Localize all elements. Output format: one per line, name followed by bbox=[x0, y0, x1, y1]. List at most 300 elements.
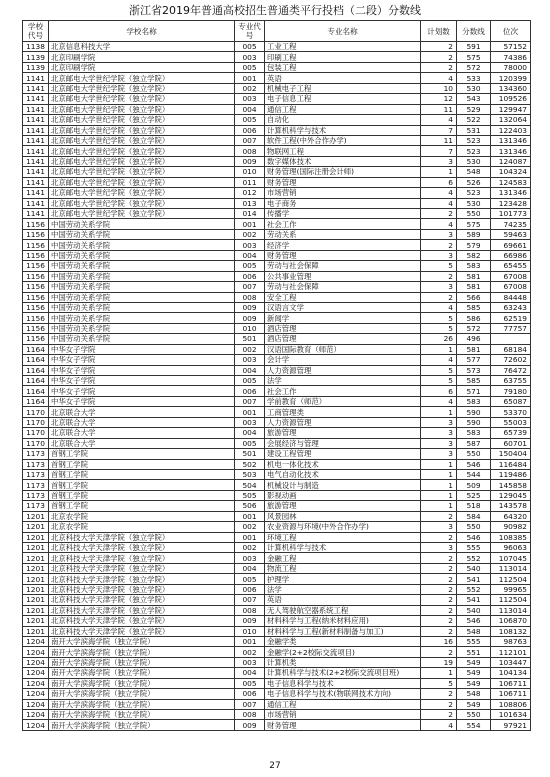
cell-plan-count: 2 bbox=[421, 699, 457, 709]
cell-school-code: 1173 bbox=[23, 459, 49, 469]
cell-major-name: 计算机科学与技术 bbox=[265, 543, 421, 553]
cell-major-code: 005 bbox=[235, 376, 265, 386]
cell-rank: 67008 bbox=[491, 271, 531, 281]
cell-rank: 59463 bbox=[491, 229, 531, 239]
cell-score-line: 531 bbox=[457, 125, 491, 135]
cell-major-code: 004 bbox=[235, 668, 265, 678]
cell-score-line: 525 bbox=[457, 490, 491, 500]
cell-score-line: 544 bbox=[457, 469, 491, 479]
table-row bbox=[23, 396, 531, 406]
cell-school-name: 北京邮电大学世纪学院（独立学院） bbox=[49, 198, 235, 208]
cell-score-line: 496 bbox=[457, 334, 491, 344]
cell-school-code: 1156 bbox=[23, 302, 49, 312]
cell-school-code: 1156 bbox=[23, 219, 49, 229]
cell-major-name: 汉语国际教育（师范） bbox=[265, 344, 421, 354]
cell-rank: 124583 bbox=[491, 177, 531, 187]
cell-rank: 90982 bbox=[491, 522, 531, 532]
cell-rank: 131346 bbox=[491, 135, 531, 145]
table-row bbox=[23, 250, 531, 260]
cell-major-name: 无人驾驶航空器系统工程 bbox=[265, 605, 421, 615]
cell-rank: 99965 bbox=[491, 584, 531, 594]
cell-school-code: 1141 bbox=[23, 73, 49, 83]
cell-major-code: 009 bbox=[235, 616, 265, 626]
cell-school-name: 中华女子学院 bbox=[49, 365, 235, 375]
cell-major-name: 英语 bbox=[265, 595, 421, 605]
cell-major-name: 社会工作 bbox=[265, 386, 421, 396]
table-row bbox=[23, 553, 531, 563]
table-row bbox=[23, 261, 531, 271]
cell-school-name: 北京科技大学天津学院（独立学院） bbox=[49, 543, 235, 553]
cell-school-code: 1173 bbox=[23, 469, 49, 479]
cell-score-line: 543 bbox=[457, 94, 491, 104]
cell-score-line: 590 bbox=[457, 417, 491, 427]
cell-major-code: 002 bbox=[235, 647, 265, 657]
table-row bbox=[23, 323, 531, 333]
table-row bbox=[23, 115, 531, 125]
cell-major-code: 001 bbox=[235, 407, 265, 417]
cell-school-code: 1141 bbox=[23, 146, 49, 156]
cell-score-line: 522 bbox=[457, 115, 491, 125]
cell-rank: 106711 bbox=[491, 689, 531, 699]
cell-plan-count: 3 bbox=[421, 229, 457, 239]
cell-rank: 101773 bbox=[491, 209, 531, 219]
cell-score-line: 591 bbox=[457, 42, 491, 52]
cell-plan-count: 2 bbox=[421, 62, 457, 72]
cell-plan-count: 2 bbox=[421, 689, 457, 699]
cell-plan-count: 3 bbox=[421, 449, 457, 459]
cell-school-code: 1201 bbox=[23, 626, 49, 636]
cell-major-name: 市场营销 bbox=[265, 188, 421, 198]
cell-plan-count: 1 bbox=[421, 344, 457, 354]
cell-major-code: 008 bbox=[235, 146, 265, 156]
cell-major-name: 印刷工程 bbox=[265, 52, 421, 62]
cell-school-name: 南开大学滨海学院（独立学院） bbox=[49, 720, 235, 730]
cell-score-line: 530 bbox=[457, 156, 491, 166]
cell-rank bbox=[491, 334, 531, 344]
table-row bbox=[23, 657, 531, 667]
cell-score-line: 548 bbox=[457, 626, 491, 636]
cell-plan-count: 11 bbox=[421, 135, 457, 145]
cell-school-name: 首钢工学院 bbox=[49, 449, 235, 459]
cell-plan-count: 1 bbox=[421, 407, 457, 417]
table-row bbox=[23, 198, 531, 208]
cell-major-code: 005 bbox=[235, 438, 265, 448]
cell-rank: 97921 bbox=[491, 720, 531, 730]
table-row bbox=[23, 668, 531, 678]
cell-rank: 112101 bbox=[491, 647, 531, 657]
cell-rank: 129045 bbox=[491, 490, 531, 500]
table-row bbox=[23, 428, 531, 438]
cell-school-code: 1204 bbox=[23, 657, 49, 667]
cell-rank: 104134 bbox=[491, 668, 531, 678]
table-row bbox=[23, 188, 531, 198]
cell-score-line: 555 bbox=[457, 543, 491, 553]
cell-major-code: 007 bbox=[235, 595, 265, 605]
cell-major-name: 通信工程 bbox=[265, 699, 421, 709]
cell-plan-count: 2 bbox=[421, 553, 457, 563]
cell-rank: 79180 bbox=[491, 386, 531, 396]
page-title: 浙江省2019年普通高校招生普通类平行投档（二段）分数线 bbox=[129, 4, 421, 17]
cell-school-name: 中国劳动关系学院 bbox=[49, 334, 235, 344]
cell-school-name: 中华女子学院 bbox=[49, 386, 235, 396]
cell-major-code: 007 bbox=[235, 282, 265, 292]
table-body bbox=[23, 42, 531, 731]
cell-plan-count: 2 bbox=[421, 511, 457, 521]
cell-major-code: 501 bbox=[235, 334, 265, 344]
cell-school-name: 首钢工学院 bbox=[49, 501, 235, 511]
cell-rank: 108132 bbox=[491, 626, 531, 636]
table-row bbox=[23, 616, 531, 626]
cell-major-code: 007 bbox=[235, 699, 265, 709]
cell-score-line: 571 bbox=[457, 386, 491, 396]
cell-major-name: 传播学 bbox=[265, 209, 421, 219]
cell-school-code: 1141 bbox=[23, 156, 49, 166]
cell-rank: 66986 bbox=[491, 250, 531, 260]
cell-school-code: 1204 bbox=[23, 678, 49, 688]
table-row bbox=[23, 386, 531, 396]
cell-school-code: 1204 bbox=[23, 636, 49, 646]
cell-major-name: 旅游管理 bbox=[265, 428, 421, 438]
cell-school-code: 1156 bbox=[23, 261, 49, 271]
cell-major-name: 金融工程 bbox=[265, 553, 421, 563]
cell-plan-count: 2 bbox=[421, 574, 457, 584]
cell-score-line: 530 bbox=[457, 83, 491, 93]
cell-school-code: 1204 bbox=[23, 668, 49, 678]
cell-plan-count: 2 bbox=[421, 616, 457, 626]
cell-school-name: 北京农学院 bbox=[49, 522, 235, 532]
cell-major-code: 004 bbox=[235, 250, 265, 260]
table-row bbox=[23, 449, 531, 459]
cell-school-code: 1141 bbox=[23, 198, 49, 208]
cell-major-name: 机电一体化技术 bbox=[265, 459, 421, 469]
cell-score-line: 572 bbox=[457, 323, 491, 333]
cell-plan-count: 4 bbox=[421, 302, 457, 312]
cell-score-line: 550 bbox=[457, 449, 491, 459]
cell-school-code: 1156 bbox=[23, 313, 49, 323]
cell-score-line: 523 bbox=[457, 135, 491, 145]
cell-plan-count: 2 bbox=[421, 532, 457, 542]
table-row bbox=[23, 376, 531, 386]
cell-plan-count: 26 bbox=[421, 334, 457, 344]
cell-major-name: 工商管理类 bbox=[265, 407, 421, 417]
cell-plan-count: 2 bbox=[421, 52, 457, 62]
cell-plan-count: 4 bbox=[421, 720, 457, 730]
cell-score-line: 509 bbox=[457, 480, 491, 490]
cell-rank: 62519 bbox=[491, 313, 531, 323]
cell-rank: 113014 bbox=[491, 605, 531, 615]
cell-rank: 68184 bbox=[491, 344, 531, 354]
table-row bbox=[23, 584, 531, 594]
cell-school-name: 中国劳动关系学院 bbox=[49, 302, 235, 312]
cell-plan-count: 2 bbox=[421, 271, 457, 281]
cell-school-code: 1201 bbox=[23, 511, 49, 521]
cell-major-code: 009 bbox=[235, 302, 265, 312]
table-row bbox=[23, 52, 531, 62]
cell-school-name: 北京联合大学 bbox=[49, 417, 235, 427]
cell-score-line: 581 bbox=[457, 271, 491, 281]
cell-school-name: 北京农学院 bbox=[49, 511, 235, 521]
cell-major-code: 009 bbox=[235, 156, 265, 166]
cell-major-code: 504 bbox=[235, 480, 265, 490]
cell-major-name: 安全工程 bbox=[265, 292, 421, 302]
cell-major-code: 003 bbox=[235, 553, 265, 563]
cell-major-code: 008 bbox=[235, 292, 265, 302]
cell-school-code: 1204 bbox=[23, 720, 49, 730]
cell-plan-count: 2 bbox=[421, 42, 457, 52]
cell-rank: 131346 bbox=[491, 188, 531, 198]
table-row bbox=[23, 595, 531, 605]
cell-rank: 55003 bbox=[491, 417, 531, 427]
cell-school-name: 南开大学滨海学院（独立学院） bbox=[49, 678, 235, 688]
cell-school-code: 1156 bbox=[23, 240, 49, 250]
table-row bbox=[23, 156, 531, 166]
table-row bbox=[23, 282, 531, 292]
cell-plan-count: 3 bbox=[421, 250, 457, 260]
cell-school-code: 1201 bbox=[23, 522, 49, 532]
cell-rank: 122403 bbox=[491, 125, 531, 135]
cell-rank: 112504 bbox=[491, 574, 531, 584]
cell-plan-count: 2 bbox=[421, 710, 457, 720]
cell-major-name: 电子信息科学与技术 bbox=[265, 678, 421, 688]
cell-major-code: 008 bbox=[235, 605, 265, 615]
cell-major-code: 003 bbox=[235, 417, 265, 427]
cell-plan-count: 7 bbox=[421, 125, 457, 135]
table-row bbox=[23, 678, 531, 688]
cell-school-name: 中国劳动关系学院 bbox=[49, 292, 235, 302]
cell-school-name: 北京科技大学天津学院（独立学院） bbox=[49, 605, 235, 615]
cell-rank: 132064 bbox=[491, 115, 531, 125]
cell-score-line: 555 bbox=[457, 636, 491, 646]
cell-school-code: 1139 bbox=[23, 62, 49, 72]
cell-rank: 150404 bbox=[491, 449, 531, 459]
cell-school-code: 1201 bbox=[23, 563, 49, 573]
cell-score-line: 585 bbox=[457, 376, 491, 386]
cell-school-name: 中国劳动关系学院 bbox=[49, 219, 235, 229]
cell-rank: 116484 bbox=[491, 459, 531, 469]
cell-rank: 107045 bbox=[491, 553, 531, 563]
cell-major-name: 会计学 bbox=[265, 355, 421, 365]
cell-school-name: 北京信息科技大学 bbox=[49, 42, 235, 52]
cell-plan-count: 12 bbox=[421, 94, 457, 104]
cell-plan-count: 5 bbox=[421, 365, 457, 375]
cell-school-code: 1156 bbox=[23, 271, 49, 281]
cell-major-name: 影视动画 bbox=[265, 490, 421, 500]
cell-plan-count: 1 bbox=[421, 480, 457, 490]
cell-school-code: 1164 bbox=[23, 386, 49, 396]
cell-score-line: 540 bbox=[457, 605, 491, 615]
cell-major-code: 505 bbox=[235, 490, 265, 500]
cell-rank: 109526 bbox=[491, 94, 531, 104]
table-row bbox=[23, 42, 531, 52]
cell-school-name: 北京邮电大学世纪学院（独立学院） bbox=[49, 146, 235, 156]
table-row bbox=[23, 94, 531, 104]
cell-plan-count: 4 bbox=[421, 396, 457, 406]
cell-rank: 98763 bbox=[491, 636, 531, 646]
table-row bbox=[23, 313, 531, 323]
cell-school-name: 北京邮电大学世纪学院（独立学院） bbox=[49, 177, 235, 187]
cell-plan-count: 1 bbox=[421, 668, 457, 678]
cell-school-code: 1173 bbox=[23, 490, 49, 500]
table-row bbox=[23, 626, 531, 636]
cell-score-line: 579 bbox=[457, 240, 491, 250]
cell-major-code: 004 bbox=[235, 365, 265, 375]
cell-score-line: 549 bbox=[457, 668, 491, 678]
table-row bbox=[23, 699, 531, 709]
cell-major-code: 010 bbox=[235, 323, 265, 333]
cell-major-name: 人力资源管理 bbox=[265, 417, 421, 427]
cell-school-name: 北京联合大学 bbox=[49, 428, 235, 438]
cell-plan-count: 3 bbox=[421, 438, 457, 448]
table-row bbox=[23, 229, 531, 239]
cell-school-code: 1141 bbox=[23, 167, 49, 177]
cell-score-line: 573 bbox=[457, 365, 491, 375]
cell-score-line: 540 bbox=[457, 563, 491, 573]
cell-school-code: 1164 bbox=[23, 365, 49, 375]
cell-rank: 67008 bbox=[491, 282, 531, 292]
cell-school-name: 北京邮电大学世纪学院（独立学院） bbox=[49, 94, 235, 104]
cell-major-code: 010 bbox=[235, 167, 265, 177]
cell-rank: 103447 bbox=[491, 657, 531, 667]
cell-rank: 131346 bbox=[491, 146, 531, 156]
cell-school-code: 1141 bbox=[23, 83, 49, 93]
cell-major-name: 学前教育（师范） bbox=[265, 396, 421, 406]
table-header-row bbox=[23, 21, 531, 42]
cell-major-name: 劳动与社会保障 bbox=[265, 282, 421, 292]
cell-school-code: 1173 bbox=[23, 449, 49, 459]
cell-school-name: 中国劳动关系学院 bbox=[49, 240, 235, 250]
table-row bbox=[23, 469, 531, 479]
cell-score-line: 529 bbox=[457, 104, 491, 114]
cell-rank: 123428 bbox=[491, 198, 531, 208]
table-row bbox=[23, 417, 531, 427]
cell-score-line: 550 bbox=[457, 710, 491, 720]
cell-plan-count: 2 bbox=[421, 626, 457, 636]
cell-score-line: 583 bbox=[457, 396, 491, 406]
table-row bbox=[23, 73, 531, 83]
table-row bbox=[23, 490, 531, 500]
cell-major-code: 003 bbox=[235, 240, 265, 250]
cell-major-name: 包装工程 bbox=[265, 62, 421, 72]
cell-major-code: 005 bbox=[235, 678, 265, 688]
cell-school-code: 1141 bbox=[23, 125, 49, 135]
cell-rank: 53370 bbox=[491, 407, 531, 417]
cell-score-line: 548 bbox=[457, 167, 491, 177]
cell-major-code: 005 bbox=[235, 574, 265, 584]
table-row bbox=[23, 334, 531, 344]
cell-school-code: 1141 bbox=[23, 115, 49, 125]
cell-major-code: 001 bbox=[235, 532, 265, 542]
cell-rank: 74386 bbox=[491, 52, 531, 62]
cell-school-name: 中国劳动关系学院 bbox=[49, 229, 235, 239]
table-row bbox=[23, 407, 531, 417]
cell-score-line: 575 bbox=[457, 52, 491, 62]
header-school-code: 学校代号 bbox=[23, 21, 49, 42]
cell-score-line: 552 bbox=[457, 584, 491, 594]
table-row bbox=[23, 209, 531, 219]
cell-plan-count: 4 bbox=[421, 198, 457, 208]
cell-rank: 65739 bbox=[491, 428, 531, 438]
cell-score-line: 552 bbox=[457, 553, 491, 563]
cell-school-code: 1201 bbox=[23, 616, 49, 626]
table-row bbox=[23, 292, 531, 302]
table-row bbox=[23, 344, 531, 354]
table-row bbox=[23, 689, 531, 699]
cell-major-name: 工业工程 bbox=[265, 42, 421, 52]
cell-rank: 134360 bbox=[491, 83, 531, 93]
cell-plan-count: 10 bbox=[421, 83, 457, 93]
cell-school-code: 1156 bbox=[23, 292, 49, 302]
cell-major-name: 建设工程管理 bbox=[265, 449, 421, 459]
cell-plan-count: 5 bbox=[421, 313, 457, 323]
cell-school-code: 1139 bbox=[23, 52, 49, 62]
cell-school-code: 1156 bbox=[23, 250, 49, 260]
cell-school-name: 北京邮电大学世纪学院（独立学院） bbox=[49, 115, 235, 125]
cell-score-line: 549 bbox=[457, 657, 491, 667]
table-row bbox=[23, 146, 531, 156]
cell-plan-count: 2 bbox=[421, 209, 457, 219]
cell-school-code: 1141 bbox=[23, 135, 49, 145]
cell-major-code: 005 bbox=[235, 62, 265, 72]
cell-major-code: 009 bbox=[235, 313, 265, 323]
cell-major-code: 004 bbox=[235, 563, 265, 573]
cell-score-line: 518 bbox=[457, 501, 491, 511]
cell-major-name: 材料科学与工程(新材料制备与加工) bbox=[265, 626, 421, 636]
cell-school-code: 1141 bbox=[23, 177, 49, 187]
cell-school-code: 1156 bbox=[23, 229, 49, 239]
cell-plan-count: 6 bbox=[421, 386, 457, 396]
cell-school-name: 南开大学滨海学院（独立学院） bbox=[49, 699, 235, 709]
cell-major-name: 通信工程 bbox=[265, 104, 421, 114]
cell-school-name: 中华女子学院 bbox=[49, 376, 235, 386]
cell-school-code: 1173 bbox=[23, 480, 49, 490]
cell-score-line: 550 bbox=[457, 522, 491, 532]
cell-school-code: 1204 bbox=[23, 710, 49, 720]
cell-school-name: 首钢工学院 bbox=[49, 480, 235, 490]
cell-school-code: 1204 bbox=[23, 699, 49, 709]
cell-major-code: 506 bbox=[235, 501, 265, 511]
cell-school-name: 中华女子学院 bbox=[49, 396, 235, 406]
cell-major-code: 501 bbox=[235, 449, 265, 459]
cell-score-line: 582 bbox=[457, 250, 491, 260]
cell-major-code: 002 bbox=[235, 522, 265, 532]
cell-major-code: 003 bbox=[235, 94, 265, 104]
cell-rank: 113014 bbox=[491, 563, 531, 573]
cell-plan-count: 19 bbox=[421, 657, 457, 667]
cell-plan-count: 11 bbox=[421, 104, 457, 114]
cell-plan-count: 3 bbox=[421, 282, 457, 292]
cell-school-name: 中国劳动关系学院 bbox=[49, 323, 235, 333]
cell-school-name: 北京科技大学天津学院（独立学院） bbox=[49, 595, 235, 605]
table-row bbox=[23, 62, 531, 72]
table-row bbox=[23, 647, 531, 657]
cell-rank: 72602 bbox=[491, 355, 531, 365]
cell-major-name: 公共事业管理 bbox=[265, 271, 421, 281]
table-row bbox=[23, 501, 531, 511]
cell-school-name: 中国劳动关系学院 bbox=[49, 282, 235, 292]
cell-major-name: 劳动与社会保障 bbox=[265, 261, 421, 271]
cell-rank: 74235 bbox=[491, 219, 531, 229]
header-rank: 位次 bbox=[491, 21, 531, 42]
cell-plan-count: 3 bbox=[421, 428, 457, 438]
cell-plan-count: 2 bbox=[421, 595, 457, 605]
cell-rank: 57152 bbox=[491, 42, 531, 52]
cell-major-code: 003 bbox=[235, 52, 265, 62]
cell-rank: 65087 bbox=[491, 396, 531, 406]
cell-rank: 84448 bbox=[491, 292, 531, 302]
cell-school-code: 1170 bbox=[23, 428, 49, 438]
header-major-code: 专业代号 bbox=[235, 21, 265, 42]
cell-school-name: 南开大学滨海学院（独立学院） bbox=[49, 668, 235, 678]
